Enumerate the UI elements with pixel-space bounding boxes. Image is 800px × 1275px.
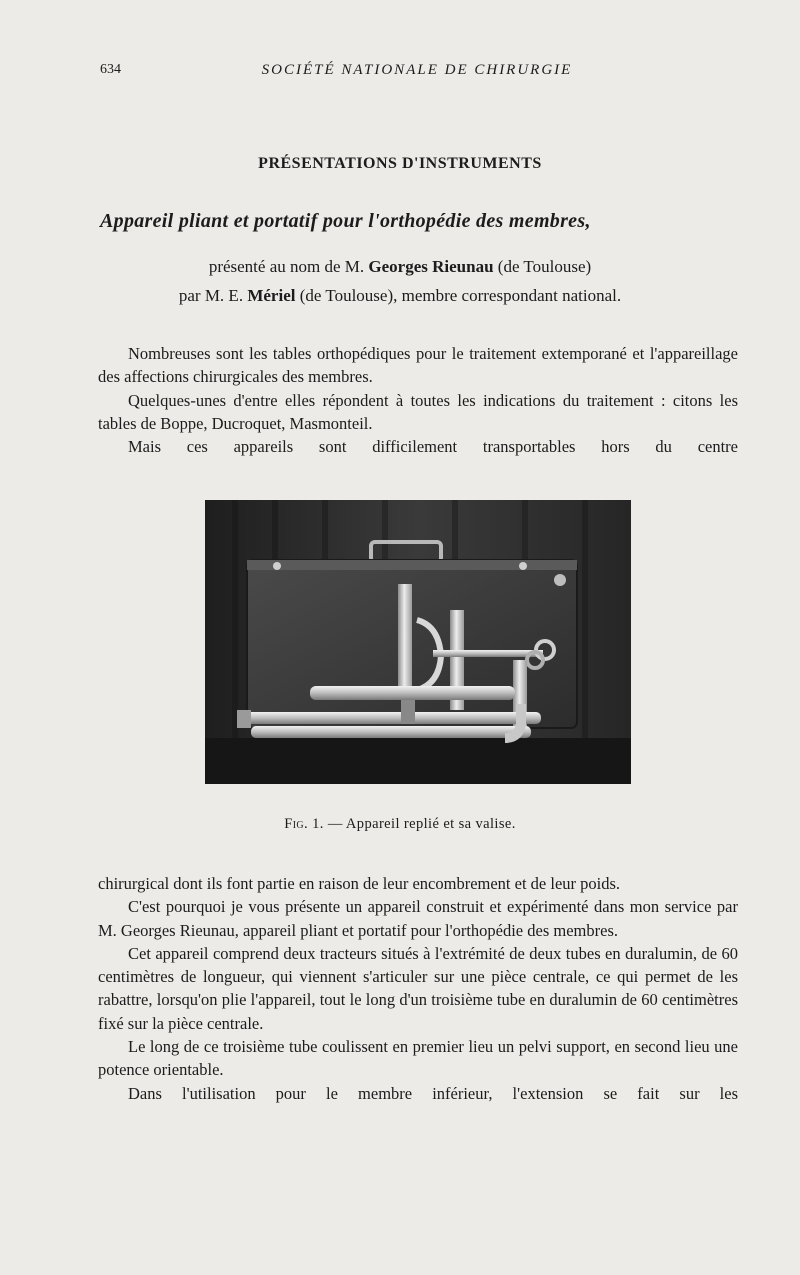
byline-reporter-prefix: par M. E. <box>178 286 244 305</box>
paragraph: C'est pourquoi je vous présente un appareil construit et expérimenté dans mon service par M. Georges Rieunau, appareil pliant et portatif pour l'orthopédie des membres. <box>98 897 738 940</box>
paragraph: Nombreuses sont les tables orthopédiques pour le traitement extemporané et l'appareillage des affections chirurgicales des membres. <box>98 344 738 387</box>
byline-presenter <box>0 257 800 277</box>
body-text-before-figure <box>98 342 738 458</box>
paragraph: Dans l'utilisation pour le membre inférieur, l'extension se fait sur les <box>128 1083 738 1103</box>
paragraph: Le long de ce troisième tube coulissent en premier lieu un pelvi support, en second lieu une potence orientable. <box>98 1037 738 1080</box>
running-head <box>96 62 738 84</box>
byline-presenter-suffix: (de Toulouse) <box>497 257 592 276</box>
byline-reporter <box>0 286 800 306</box>
body-text-after-figure <box>98 872 738 1105</box>
article-title: Appareil pliant et portatif pour l'orthopédie des membres, <box>100 210 591 232</box>
author-name: Georges Rieunau <box>368 257 494 276</box>
paragraph: Mais ces appareils sont difficilement transportables hors du centre <box>128 437 738 457</box>
paragraph: Cet appareil comprend deux tracteurs situés à l'extrémité de deux tubes en duralumin, de 60 centimètres de longueur, qui viennent s'articuler sur une pièce centrale, ce qui permet de les rabattre, lorsqu'on plie l'appareil, tout le long d'un troisième tube en duralumin de 60 centimètres fixé sur la pièce centrale. <box>98 943 738 1033</box>
figure-photo <box>205 500 631 784</box>
page-number: 634 <box>100 62 121 77</box>
paragraph: Quelques-unes d'entre elles répondent à toutes les indications du traitement : citons les tables de Boppe, Ducroquet, Masmonteil. <box>98 390 738 433</box>
journal-title: SOCIÉTÉ NATIONALE DE CHIRURGIE <box>261 62 573 78</box>
figure-label: Fig. 1. <box>284 816 324 832</box>
byline-reporter-suffix: (de Toulouse), membre correspondant national. <box>299 286 622 305</box>
figure-caption <box>0 816 800 833</box>
folded-apparatus-and-case-image <box>205 500 631 784</box>
byline-presenter-prefix: présenté au nom de M. <box>208 257 365 276</box>
figure-caption-text: — Appareil replié et sa valise. <box>327 816 516 832</box>
paragraph: chirurgical dont ils font partie en raison de leur encombrement et de leur poids. <box>98 874 621 893</box>
section-heading: PRÉSENTATIONS D'INSTRUMENTS <box>258 155 542 172</box>
reporter-name: Mériel <box>247 286 296 305</box>
